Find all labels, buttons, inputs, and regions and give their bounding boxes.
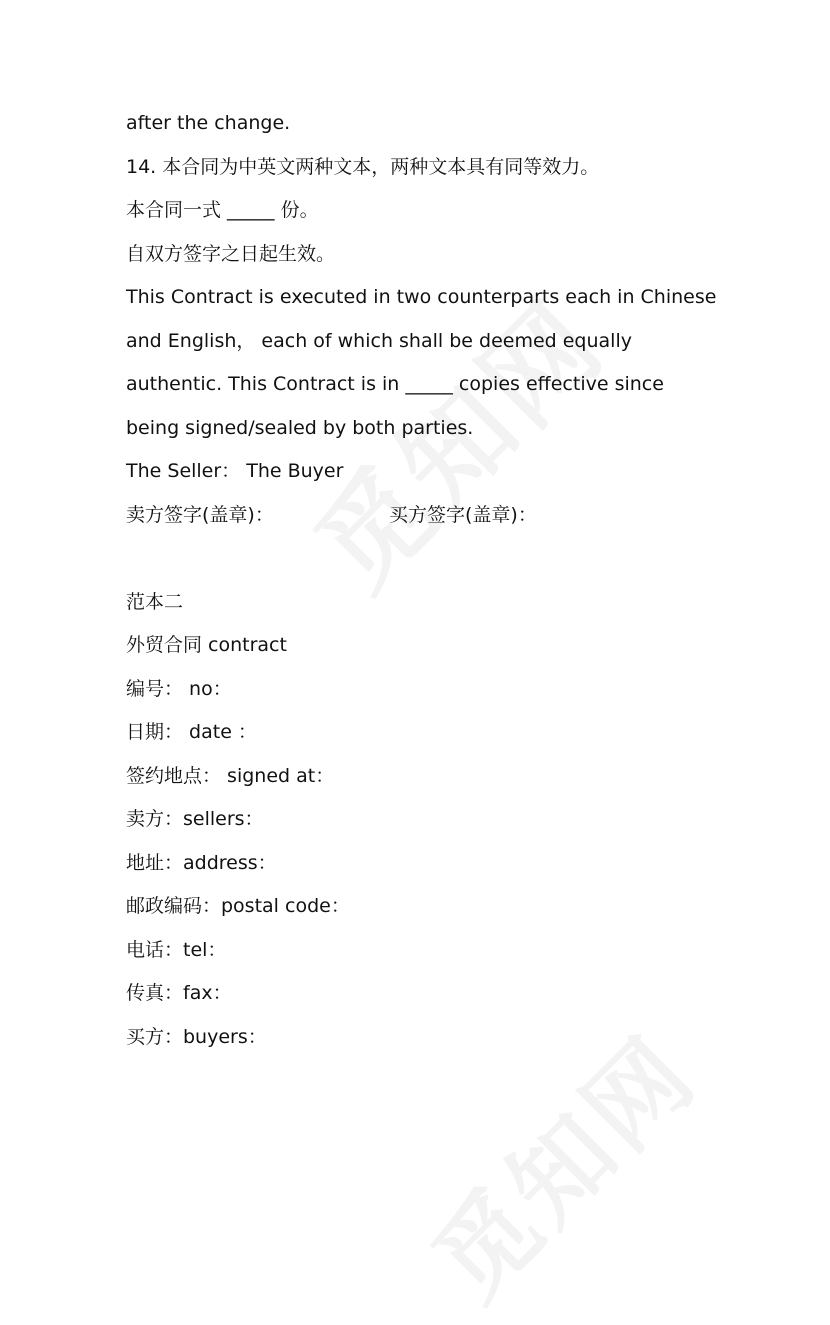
field-fax: 传真：fax： [126, 982, 232, 1004]
document-body [126, 102, 726, 1059]
field-address: 地址：address： [126, 851, 277, 874]
contract-title: 外贸合同 contract [126, 634, 287, 656]
seller-buyer-line: The Seller： The Buyer [126, 460, 344, 482]
field-tel: 电话：tel： [126, 938, 227, 961]
field-postal-code: 邮政编码：postal code： [126, 895, 350, 917]
field-number: 编号： no： [126, 677, 232, 700]
paragraph-line: after the change. [126, 112, 291, 134]
field-signed-at: 签约地点： signed at： [126, 764, 335, 787]
blank-line [126, 537, 726, 581]
section-title: 范本二 [126, 590, 184, 613]
field-buyers: 买方：buyers： [126, 1025, 267, 1048]
effective-line-cn: 自双方签字之日起生效。 [126, 242, 336, 265]
seller-signature-label: 卖方签字(盖章)： [126, 503, 274, 526]
paragraph-line: authentic. This Contract is in _____ copies effective since [126, 373, 664, 395]
paragraph-line: This Contract is executed in two counterparts each in Chinese [126, 286, 717, 308]
field-sellers: 卖方：sellers： [126, 808, 264, 830]
signature-line [126, 494, 726, 538]
copies-line-cn: 本合同一式 _____ 份。 [126, 199, 319, 221]
buyer-signature-label: 买方签字(盖章)： [389, 503, 537, 526]
paragraph-line: being signed/sealed by both parties. [126, 416, 474, 439]
field-date: 日期： date ： [126, 721, 257, 743]
paragraph-line: and English， each of which shall be deemed equally [126, 329, 632, 352]
clause-14: 14. 本合同为中英文两种文本，两种文本具有同等效力。 [126, 155, 600, 178]
